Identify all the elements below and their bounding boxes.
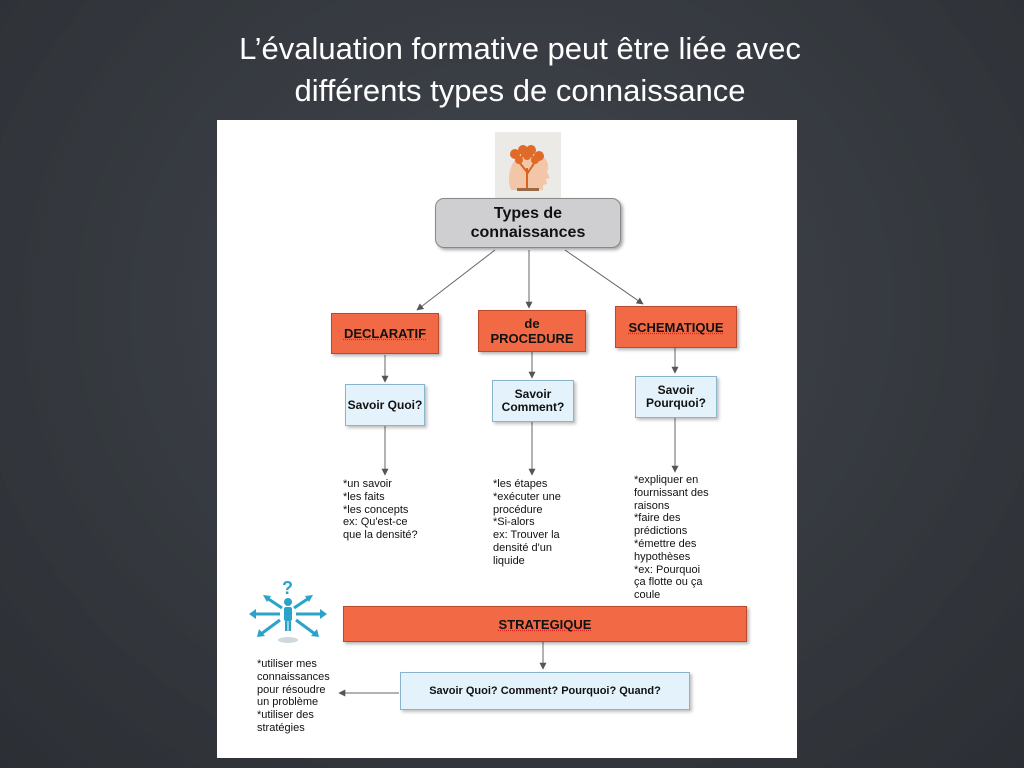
description-declaratif: *un savoir *les faits *les concepts ex: Qu'est-ce que la densité?	[343, 478, 418, 542]
question-savoir-comment	[492, 380, 574, 422]
question-savoir-comment-line1: Savoir	[514, 387, 552, 401]
category-strategique-label: STRATEGIQUE	[498, 616, 592, 632]
question-strategique-text: Savoir Quoi? Comment? Pourquoi? Quand?	[429, 684, 661, 697]
question-savoir-pourquoi-line2: Pourquoi?	[646, 396, 706, 410]
slide-title-line2: différents types de connaissance	[294, 73, 746, 108]
category-declaratif	[331, 313, 439, 354]
category-strategique	[343, 606, 747, 642]
slide-title	[0, 28, 1024, 112]
slide-title-line1: L’évaluation formative peut être liée avec	[239, 31, 801, 66]
root-node-line1: Types de	[493, 205, 563, 222]
svg-text:?: ?	[282, 578, 293, 598]
knowledge-types-diagram	[217, 120, 797, 758]
question-savoir-pourquoi-line1: Savoir	[657, 383, 695, 397]
question-savoir-comment-line2: Comment?	[501, 400, 565, 414]
arrow-root-declaratif	[417, 250, 495, 310]
person-question-arrows-icon	[247, 578, 329, 648]
question-savoir-quoi-text: Savoir Quoi?	[347, 397, 423, 412]
root-node-types-de-connaissances	[435, 198, 621, 248]
category-procedure-line2: PROCEDURE	[490, 331, 574, 346]
description-schematique: *expliquer en fournissant des raisons *faire des prédictions *émettre des hypothèses *ex: Pourquoi ça flotte ou ça coule	[634, 474, 709, 602]
brain-tree-head-icon	[495, 132, 561, 198]
question-savoir-pourquoi	[635, 376, 717, 418]
category-procedure	[478, 310, 586, 352]
question-strategique	[400, 672, 690, 710]
description-strategique: *utiliser mes connaissances pour résoudre un problème *utiliser des stratégies	[257, 658, 330, 734]
arrow-root-schematique	[565, 250, 643, 304]
description-procedure: *les étapes *exécuter une procédure *Si-alors ex: Trouver la densité d'un liquide	[493, 478, 561, 567]
question-savoir-quoi	[345, 384, 425, 426]
category-declaratif-label: DECLARATIF	[343, 326, 427, 341]
category-procedure-line1: de	[524, 316, 540, 331]
category-schematique-label: SCHEMATIQUE	[628, 319, 724, 335]
root-node-line2: connaissances	[470, 224, 586, 241]
category-schematique	[615, 306, 737, 348]
